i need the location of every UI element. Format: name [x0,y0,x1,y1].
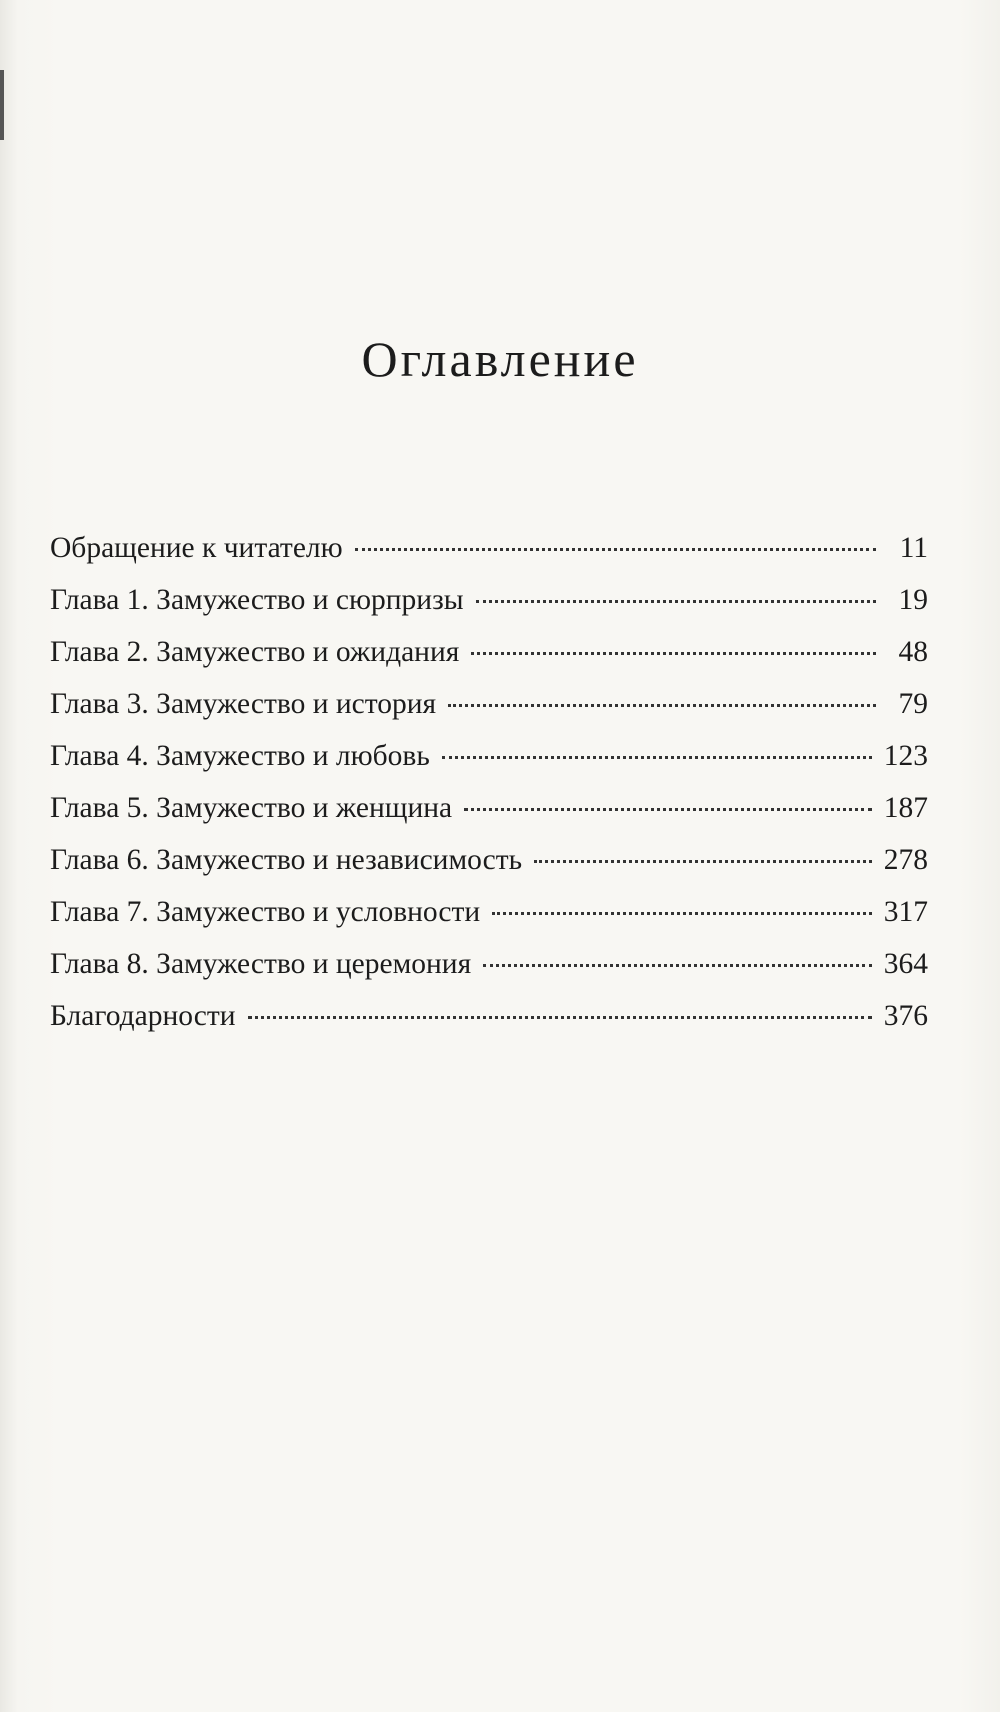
toc-entry-title: Благодарности [50,1000,236,1032]
toc-entry [50,626,928,678]
toc-entry-page: 123 [883,740,928,772]
toc-entry-title: Глава 7. Замужество и условности [50,896,481,928]
toc-entry-page: 364 [883,948,928,980]
toc-entry-title: Глава 2. Замужество и ожидания [50,636,460,668]
page-edge-mark [0,70,4,140]
toc-entry-title: Глава 3. Замужество и история [50,688,437,720]
toc-dot-leader [492,912,872,915]
toc-entry-title: Глава 8. Замужество и церемония [50,948,472,980]
toc-entry-title: Глава 5. Замужество и женщина [50,792,453,824]
toc-entry-page: 48 [898,636,928,668]
toc-entry-page: 278 [883,844,928,876]
toc-entry-page: 79 [898,688,928,720]
toc-entry [50,886,928,938]
toc-entry-page: 317 [883,896,928,928]
toc-dot-leader [534,860,872,863]
toc-entry-page: 19 [898,584,928,616]
page-title: Оглавление [361,331,639,387]
toc-entry-title: Обращение к читателю [50,532,343,564]
toc-entry-page: 376 [883,1000,928,1032]
toc-entry [50,938,928,990]
toc-entry [50,730,928,782]
toc-entry-title: Глава 1. Замужество и сюрпризы [50,584,464,616]
toc-entry [50,678,928,730]
toc-entry [50,782,928,834]
toc-dot-leader [483,964,872,967]
toc-dot-leader [448,704,876,707]
table-of-contents [50,522,928,1042]
toc-entry [50,574,928,626]
toc-entry-page: 11 [899,532,928,564]
toc-entry [50,990,928,1042]
toc-entry-page: 187 [883,792,928,824]
toc-dot-leader [476,600,876,603]
toc-entry-title: Глава 4. Замужество и любовь [50,740,430,772]
toc-dot-leader [355,548,876,551]
toc-dot-leader [464,808,872,811]
toc-entry [50,834,928,886]
toc-dot-leader [442,756,872,759]
toc-dot-leader [471,652,876,655]
toc-dot-leader [248,1016,872,1019]
toc-entry [50,522,928,574]
toc-entry-title: Глава 6. Замужество и независимость [50,844,523,876]
